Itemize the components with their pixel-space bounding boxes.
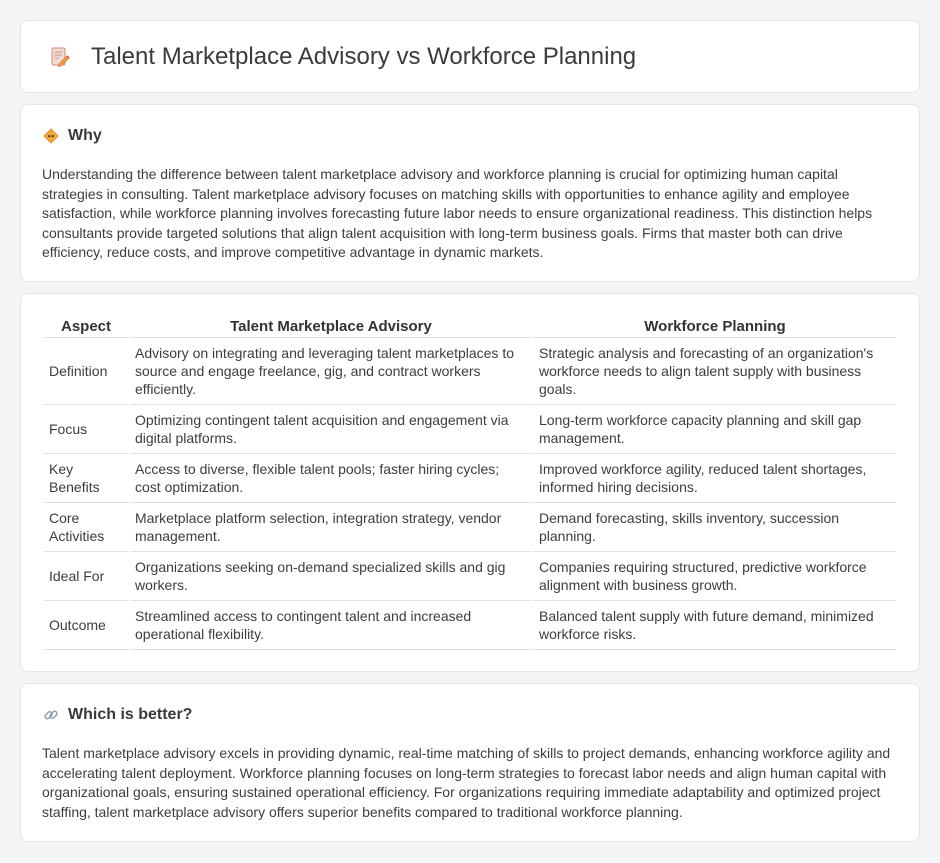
row-tma: Optimizing contingent talent acquisition and engagement via digital platforms. bbox=[130, 405, 532, 454]
row-tma: Marketplace platform selection, integration strategy, vendor management. bbox=[130, 503, 532, 552]
which-is-better-section bbox=[20, 683, 920, 842]
document-edit-icon bbox=[47, 44, 73, 70]
table-header-row bbox=[44, 316, 896, 338]
row-aspect: Ideal For bbox=[44, 552, 128, 601]
table-row bbox=[44, 338, 896, 405]
row-wp: Demand forecasting, skills inventory, succession planning. bbox=[534, 503, 896, 552]
row-wp: Improved workforce agility, reduced talent shortages, informed hiring decisions. bbox=[534, 454, 896, 503]
header-talent-marketplace-advisory: Talent Marketplace Advisory bbox=[130, 316, 532, 338]
row-tma: Advisory on integrating and leveraging talent marketplaces to source and engage freelance, gig, and contract workers efficiently. bbox=[130, 338, 532, 405]
why-section bbox=[20, 104, 920, 282]
row-aspect: Outcome bbox=[44, 601, 128, 650]
row-aspect: Key Benefits bbox=[44, 454, 128, 503]
row-aspect: Core Activities bbox=[44, 503, 128, 552]
row-wp: Companies requiring structured, predictive workforce alignment with business growth. bbox=[534, 552, 896, 601]
header-workforce-planning: Workforce Planning bbox=[534, 316, 896, 338]
header-aspect: Aspect bbox=[44, 316, 128, 338]
page-title: Talent Marketplace Advisory vs Workforce Planning bbox=[91, 42, 637, 70]
row-aspect: Definition bbox=[44, 338, 128, 405]
row-tma: Access to diverse, flexible talent pools; faster hiring cycles; cost optimization. bbox=[130, 454, 532, 503]
table-row bbox=[44, 552, 896, 601]
row-aspect: Focus bbox=[44, 405, 128, 454]
table-row bbox=[44, 503, 896, 552]
link-icon bbox=[42, 706, 60, 724]
table-row bbox=[44, 454, 896, 503]
row-tma: Streamlined access to contingent talent and increased operational flexibility. bbox=[130, 601, 532, 650]
warning-sign-icon bbox=[42, 127, 60, 145]
why-heading: Why bbox=[68, 127, 102, 144]
row-wp: Strategic analysis and forecasting of an organization's workforce needs to align talent supply with business goals. bbox=[534, 338, 896, 405]
comparison-table-card bbox=[20, 293, 920, 672]
row-tma: Organizations seeking on-demand specialized skills and gig workers. bbox=[130, 552, 532, 601]
which-is-better-text: Talent marketplace advisory excels in providing dynamic, real-time matching of skills to project demands, enhancing workforce agility and accelerating talent deployment. Workforce planning focuses on long-term strategies to forecast labor needs and align human capital with organizational goals, ensuring sustained operational efficiency. For organizations requiring immediate adaptability and optimized project staffing, talent marketplace advisory offers superior benefits compared to traditional workforce planning. bbox=[42, 745, 891, 820]
which-is-better-heading: Which is better? bbox=[68, 706, 193, 723]
row-wp: Balanced talent supply with future demand, minimized workforce risks. bbox=[534, 601, 896, 650]
header-card bbox=[20, 20, 920, 93]
comparison-table bbox=[42, 316, 898, 650]
why-text: Understanding the difference between talent marketplace advisory and workforce planning is crucial for optimizing human capital strategies in consulting. Talent marketplace advisory focuses on matching skills with opportunities to enhance agility and employee satisfaction, while workforce planning involves forecasting future labor needs to ensure organizational readiness. This distinction helps consultants provide targeted solutions that align talent acquisition with long-term business goals. Firms that master both can drive efficiency, reduce costs, and improve competitive advantage in dynamic markets. bbox=[42, 166, 873, 260]
table-row bbox=[44, 601, 896, 650]
row-wp: Long-term workforce capacity planning and skill gap management. bbox=[534, 405, 896, 454]
table-row bbox=[44, 405, 896, 454]
